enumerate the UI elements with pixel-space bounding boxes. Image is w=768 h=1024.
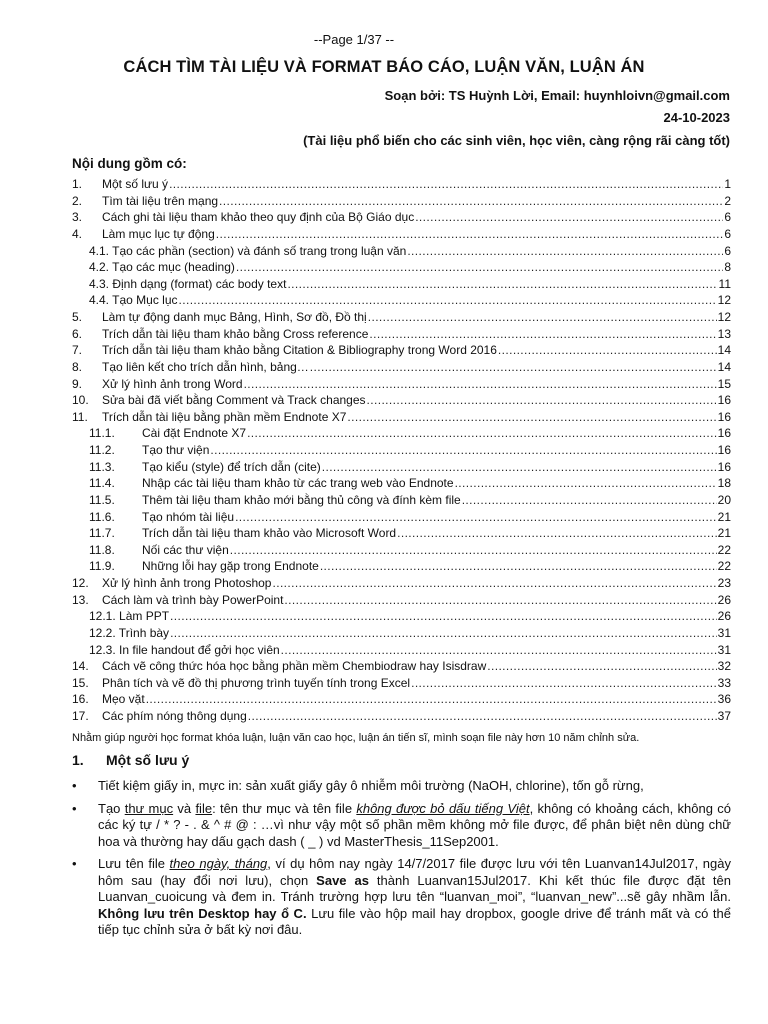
toc-entry-page: 16 <box>717 409 731 424</box>
toc-dot-leader <box>411 675 717 692</box>
toc-dot-leader <box>170 608 717 625</box>
toc-dot-leader <box>281 642 717 659</box>
toc-entry-title: 12.1. Làm PPT <box>89 609 170 624</box>
document-title: CÁCH TÌM TÀI LIỆU VÀ FORMAT BÁO CÁO, LUẬN VĂN, LUẬN ÁN <box>123 58 645 76</box>
toc-entry[interactable] <box>72 675 731 692</box>
toc-entry-page: 16 <box>717 443 731 457</box>
toc-dot-leader <box>368 309 717 326</box>
toc-entry-page: 22 <box>717 542 731 557</box>
toc-dot-leader <box>244 376 717 393</box>
toc-dot-leader <box>310 359 717 376</box>
list-item: • Tạo thư mục và file: tên thư mục và tên file không được bỏ dấu tiếng Việt, không có khoảng cách, không có các ký tự / * ? - . & ^ # @ : …vì như vậy một số phần mềm không mở file được, để phân biệt nên dùng chữ hoa và thường hay dấu gạch dash ( _ ) vd MasterThesis_11Sep2001. <box>72 800 731 849</box>
toc-dot-leader <box>367 392 717 409</box>
toc-dot-leader <box>235 509 717 526</box>
bullet-icon: • <box>72 856 77 871</box>
toc-entry-number: 3. <box>72 210 83 225</box>
section-heading <box>72 752 189 768</box>
toc-dot-leader <box>369 326 716 343</box>
toc-entry-title: 12.2. Trình bày <box>89 625 170 640</box>
toc-entry-number: 11.1. <box>89 426 115 441</box>
toc-entry-page: 37 <box>717 709 731 723</box>
toc-entry-title: Cách ghi tài liệu tham khảo theo quy định của Bộ Giáo dục <box>102 210 415 225</box>
toc-entry-title: Tạo liên kết cho trích dẫn hình, bảng… <box>102 359 309 374</box>
toc-dot-leader <box>236 259 723 276</box>
toc-entry-page: 16 <box>717 393 731 408</box>
toc-entry-number: 10. <box>72 393 89 408</box>
toc-entry-title: Tạo thư viện <box>142 443 210 457</box>
toc-entry-title: Một số lưu ý <box>102 177 169 191</box>
toc-dot-leader <box>170 625 717 642</box>
toc-entry-number: 9. <box>72 376 83 391</box>
toc-entry-title: Làm mục lục tự động <box>102 226 215 241</box>
toc-entry-title: 4.2. Tạo các mục (heading) <box>89 260 235 275</box>
toc-entry-page: 14 <box>717 343 731 358</box>
section-title: Một số lưu ý <box>106 752 190 768</box>
toc-entry-title: 4.4. Tạo Mục lục <box>89 293 178 308</box>
toc-entry[interactable] <box>72 625 731 642</box>
toc-entry-title: Cách vẽ công thức hóa học bằng phần mềm Chembiodraw hay Isisdraw <box>102 659 487 674</box>
toc-dot-leader <box>272 575 716 592</box>
toc-entry-page: 21 <box>717 509 731 524</box>
toc-dot-leader <box>219 193 723 210</box>
toc-entry-number: 1. <box>72 177 83 191</box>
toc-entry-page: 22 <box>717 559 731 574</box>
toc-entry-title: 4.3. Định dạng (format) các body text <box>89 276 287 291</box>
toc-entry-page: 12 <box>717 293 731 308</box>
toc-entry[interactable] <box>72 309 731 326</box>
toc-entry-page: 12 <box>717 310 731 324</box>
toc-entry-page: 6 <box>724 243 731 258</box>
page-number: --Page 1/37 -- <box>313 32 395 47</box>
toc-entry-title: Những lỗi hay gặp trong Endnote <box>142 559 319 574</box>
toc-entry[interactable] <box>72 276 731 293</box>
toc-entry-page: 36 <box>717 692 731 707</box>
toc-entry[interactable] <box>72 292 731 309</box>
toc-entry[interactable] <box>72 176 731 193</box>
toc-entry-number: 11.4. <box>89 476 115 491</box>
toc-entry-title: Trích dẫn tài liệu tham khảo bằng Citation & Bibliography trong Word 2016 <box>102 343 497 358</box>
toc-entry[interactable] <box>72 409 731 426</box>
toc-entry[interactable] <box>72 708 731 725</box>
toc-entry-number: 16. <box>72 692 89 707</box>
toc-dot-leader <box>248 708 717 725</box>
toc-dot-leader <box>407 243 723 260</box>
toc-entry-number: 14. <box>72 659 89 674</box>
toc-entry-title: Trích dẫn tài liệu tham khảo vào Microsoft Word <box>142 526 397 541</box>
toc-entry[interactable] <box>72 425 731 442</box>
toc-entry[interactable] <box>72 658 731 675</box>
toc-entry[interactable] <box>72 243 731 260</box>
toc-entry-title: Nối các thư viện <box>142 542 229 557</box>
toc-entry[interactable] <box>72 592 731 609</box>
toc-entry-page: 14 <box>717 359 731 374</box>
list-item: • Lưu tên file theo ngày, tháng, ví dụ hôm nay ngày 14/7/2017 file được lưu với tên Luanvan14Jul2017, ngày hôm sau (hay đổi nơi lưu), chọn Save as thành Luanvan15Jul2017. Khi kết thúc file được đặt tên Luanvan_cuoicung và đem in. Tránh trường hợp lưu tên “luanvan_moi”, “luanvan_new”...sẽ gây nhầm lẫn. Không lưu trên Desktop hay ổ C. Lưu file vào hộp mail hay dropbox, google drive để tránh mất và có thể tiếp tục chỉnh sửa ở bất kỳ nơi đâu. <box>72 856 731 937</box>
toc-entry-page: 1 <box>724 177 731 191</box>
toc-entry-page: 16 <box>717 459 731 474</box>
toc-entry-number: 11.3. <box>89 459 115 474</box>
toc-dot-leader <box>230 542 717 559</box>
toc-entry-title: Xử lý hình ảnh trong Photoshop <box>102 576 272 590</box>
toc-entry-page: 18 <box>717 476 731 491</box>
toc-entry[interactable] <box>72 691 731 708</box>
toc-entry-title: Tạo kiểu (style) để trích dẫn (cite) <box>142 459 321 474</box>
toc-entry[interactable] <box>72 642 731 659</box>
toc-entry-page: 31 <box>717 642 731 657</box>
toc-entry[interactable] <box>72 608 731 625</box>
toc-entry[interactable] <box>72 492 731 509</box>
toc-entry[interactable] <box>72 509 731 526</box>
section-number: 1. <box>72 752 84 768</box>
toc-entry-number: 11.9. <box>89 559 115 574</box>
toc-dot-leader <box>179 292 717 309</box>
toc-dot-leader <box>320 558 717 575</box>
toc-entry-page: 6 <box>724 226 731 241</box>
toc-entry[interactable] <box>72 525 731 542</box>
toc-entry-title: Xử lý hình ảnh trong Word <box>102 376 243 391</box>
toc-entry-title: Các phím nóng thông dụng <box>102 709 247 723</box>
toc-entry-page: 8 <box>724 260 731 275</box>
toc-entry-page: 32 <box>717 659 731 674</box>
toc-dot-leader <box>462 492 717 509</box>
table-of-contents <box>72 176 731 725</box>
toc-entry-title: Làm tự động danh mục Bảng, Hình, Sơ đồ, Đồ thị <box>102 310 367 324</box>
toc-entry-page: 11 <box>718 276 731 291</box>
toc-dot-leader <box>169 176 723 193</box>
author-line: Soạn bởi: TS Huỳnh Lời, Email: huynhloivn@gmail.com <box>384 88 730 103</box>
toc-dot-leader <box>216 226 724 243</box>
document-date: 24-10-2023 <box>663 110 730 125</box>
toc-entry[interactable] <box>72 193 731 210</box>
toc-entry[interactable] <box>72 542 731 559</box>
toc-entry-title: Sửa bài đã viết bằng Comment và Track changes <box>102 393 366 408</box>
toc-dot-leader <box>322 459 717 476</box>
toc-entry-number: 12. <box>72 576 89 590</box>
toc-dot-leader <box>247 425 717 442</box>
toc-entry-title: Tạo nhóm tài liệu <box>142 509 235 524</box>
toc-dot-leader <box>498 342 717 359</box>
toc-entry-number: 15. <box>72 675 89 690</box>
toc-entry-number: 11.7. <box>89 526 115 541</box>
toc-dot-leader <box>397 525 717 542</box>
bullet-icon: • <box>72 800 77 816</box>
toc-entry[interactable] <box>72 226 731 243</box>
toc-entry[interactable] <box>72 376 731 393</box>
toc-entry-title: Nhập các tài liệu tham khảo từ các trang web vào Endnote <box>142 476 454 491</box>
toc-entry-number: 6. <box>72 326 83 341</box>
bullet-list <box>72 778 731 945</box>
toc-entry[interactable] <box>72 392 731 409</box>
toc-dot-leader <box>287 276 717 293</box>
toc-entry-title: Trích dẫn tài liệu bằng phần mềm Endnote X7 <box>102 409 347 424</box>
toc-entry-page: 6 <box>724 210 731 225</box>
toc-entry[interactable] <box>72 209 731 226</box>
toc-entry[interactable] <box>72 259 731 276</box>
toc-entry-page: 13 <box>717 326 731 341</box>
toc-entry-page: 21 <box>717 526 731 541</box>
toc-entry[interactable] <box>72 326 731 343</box>
toc-entry[interactable] <box>72 558 731 575</box>
toc-entry-number: 13. <box>72 592 89 607</box>
toc-entry-title: Thêm tài liệu tham khảo mới bằng thủ công và đính kèm file <box>142 492 461 507</box>
list-item: • Tiết kiệm giấy in, mực in: sản xuất giấy gây ô nhiễm môi trường (NaOH, chlorine), tốn gỗ rừng, <box>72 778 644 793</box>
toc-entry-page: 26 <box>717 592 731 607</box>
toc-entry[interactable] <box>72 459 731 476</box>
toc-entry-title: Trích dẫn tài liệu tham khảo bằng Cross reference <box>102 326 369 341</box>
toc-entry-page: 2 <box>724 193 731 208</box>
toc-dot-leader <box>284 592 716 609</box>
toc-entry-page: 16 <box>717 426 731 441</box>
toc-entry-number: 11.2. <box>89 443 115 457</box>
toc-entry-number: 5. <box>72 310 83 324</box>
toc-entry-title: Tìm tài liệu trên mạng <box>102 193 219 208</box>
toc-entry-number: 11.8. <box>89 542 115 557</box>
toc-entry-page: 33 <box>717 675 731 690</box>
author-note: Nhằm giúp người học format khóa luận, luận văn cao học, luận án tiến sĩ, mình soạn file này hơn 10 năm chỉnh sửa. <box>72 732 640 744</box>
toc-entry-title: Phân tích và vẽ đồ thị phương trình tuyến tính trong Excel <box>102 675 411 690</box>
toc-entry-number: 17. <box>72 709 89 723</box>
toc-entry[interactable] <box>72 575 731 592</box>
toc-dot-leader <box>455 475 717 492</box>
toc-dot-leader <box>347 409 716 426</box>
toc-entry-number: 4. <box>72 226 83 241</box>
toc-entry-page: 15 <box>717 376 731 391</box>
toc-entry-number: 7. <box>72 343 83 358</box>
toc-entry-page: 26 <box>717 609 731 624</box>
toc-dot-leader <box>146 691 717 708</box>
toc-entry[interactable] <box>72 342 731 359</box>
toc-entry-number: 11. <box>72 409 88 424</box>
toc-entry-number: 11.5. <box>89 492 115 507</box>
toc-dot-leader <box>210 442 716 459</box>
toc-entry-page: 20 <box>717 492 731 507</box>
toc-entry-title: Cách làm và trình bày PowerPoint <box>102 592 284 607</box>
toc-dot-leader <box>487 658 716 675</box>
bullet-icon: • <box>72 778 77 793</box>
toc-entry[interactable] <box>72 475 731 492</box>
toc-heading: Nội dung gồm có: <box>72 156 187 171</box>
toc-entry-page: 31 <box>717 625 731 640</box>
toc-entry-page: 23 <box>717 576 731 590</box>
toc-entry-number: 8. <box>72 359 83 374</box>
toc-entry-title: 4.1. Tạo các phần (section) và đánh số trang trong luận văn <box>89 243 407 258</box>
toc-entry[interactable] <box>72 442 731 459</box>
toc-entry-number: 2. <box>72 193 83 208</box>
toc-entry-title: Mẹo vặt <box>102 692 145 707</box>
toc-entry[interactable] <box>72 359 731 376</box>
toc-entry-number: 11.6. <box>89 509 115 524</box>
toc-entry-title: Cài đặt Endnote X7 <box>142 426 247 441</box>
toc-entry-title: 12.3. In file handout để gởi học viên <box>89 642 280 657</box>
toc-dot-leader <box>415 209 723 226</box>
audience-line: (Tài liệu phổ biến cho các sinh viên, học viên, càng rộng rãi càng tốt) <box>303 133 730 148</box>
